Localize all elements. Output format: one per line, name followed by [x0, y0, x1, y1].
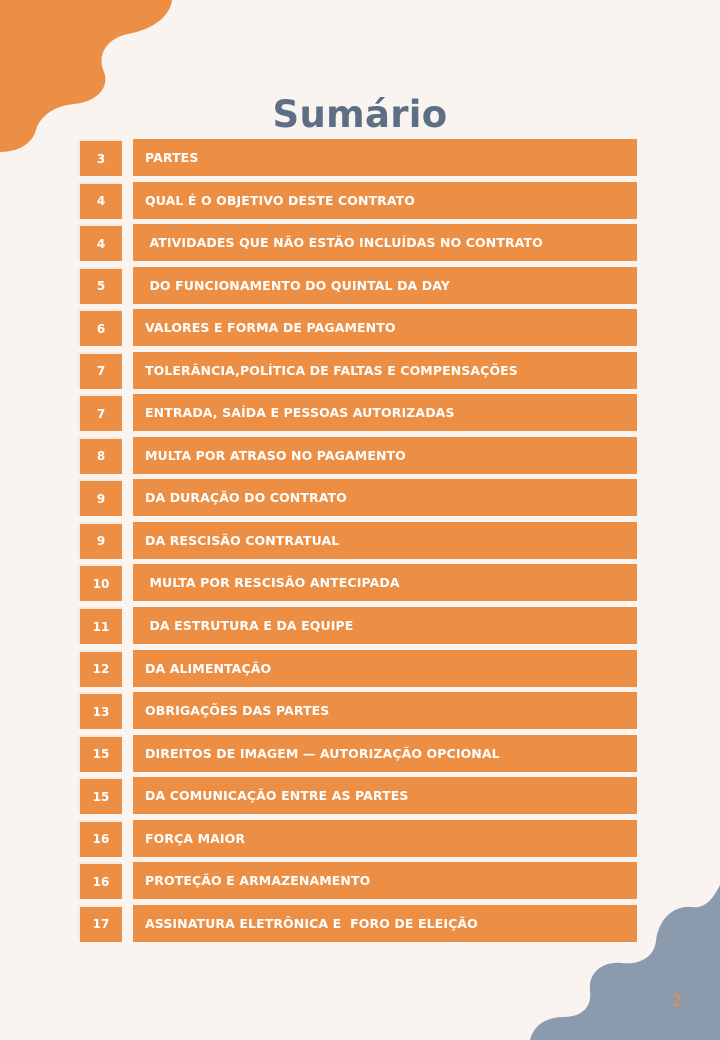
toc-entry-label: DA ALIMENTAÇÃO [133, 650, 637, 687]
toc-row[interactable] [78, 437, 637, 474]
toc-page-number: 4 [78, 224, 122, 261]
toc-row[interactable] [78, 607, 637, 644]
toc-entry-label: QUAL É O OBJETIVO DESTE CONTRATO [133, 182, 637, 219]
toc-entry-label: ATIVIDADES QUE NÃO ESTÃO INCLUÍDAS NO CONTRATO [133, 224, 637, 261]
toc-page-number: 13 [78, 692, 122, 729]
toc-page-number: 15 [78, 777, 122, 814]
page-title: Sumário [272, 92, 448, 136]
toc-row[interactable] [78, 777, 637, 814]
toc-row[interactable] [78, 820, 637, 857]
toc-row[interactable] [78, 182, 637, 219]
toc-row[interactable] [78, 650, 637, 687]
toc-entry-label: PARTES [133, 139, 637, 176]
toc-row[interactable] [78, 267, 637, 304]
toc-entry-label: OBRIGAÇÕES DAS PARTES [133, 692, 637, 729]
toc-entry-label: DA ESTRUTURA E DA EQUIPE [133, 607, 637, 644]
page-number: 2 [671, 991, 682, 1010]
toc-entry-label: DA RESCISÃO CONTRATUAL [133, 522, 637, 559]
toc-entry-label: DO FUNCIONAMENTO DO QUINTAL DA DAY [133, 267, 637, 304]
toc-page-number: 3 [78, 139, 122, 176]
toc-entry-label: DIREITOS DE IMAGEM — AUTORIZAÇÃO OPCIONAL [133, 735, 637, 772]
toc-entry-label: MULTA POR RESCISÃO ANTECIPADA [133, 564, 637, 601]
toc-row[interactable] [78, 735, 637, 772]
toc-row[interactable] [78, 862, 637, 899]
toc-page-number: 6 [78, 309, 122, 346]
toc-page-number: 7 [78, 394, 122, 431]
toc-entry-label: DA DURAÇÃO DO CONTRATO [133, 479, 637, 516]
toc-page-number: 8 [78, 437, 122, 474]
toc-page-number: 10 [78, 564, 122, 601]
toc-row[interactable] [78, 352, 637, 389]
toc-row[interactable] [78, 522, 637, 559]
toc-row[interactable] [78, 309, 637, 346]
toc-row[interactable] [78, 224, 637, 261]
toc-page-number: 16 [78, 820, 122, 857]
toc-entry-label: ENTRADA, SAÍDA E PESSOAS AUTORIZADAS [133, 394, 637, 431]
toc-page-number: 11 [78, 607, 122, 644]
toc-entry-label: VALORES E FORMA DE PAGAMENTO [133, 309, 637, 346]
toc-entry-label: MULTA POR ATRASO NO PAGAMENTO [133, 437, 637, 474]
toc-entry-label: FORÇA MAIOR [133, 820, 637, 857]
toc-page-number: 4 [78, 182, 122, 219]
toc-page-number: 15 [78, 735, 122, 772]
toc-entry-label: DA COMUNICAÇÃO ENTRE AS PARTES [133, 777, 637, 814]
toc-row[interactable] [78, 139, 637, 176]
toc-row[interactable] [78, 905, 637, 942]
toc-page-number: 9 [78, 479, 122, 516]
toc-page-number: 7 [78, 352, 122, 389]
toc-page-number: 5 [78, 267, 122, 304]
toc-page-number: 12 [78, 650, 122, 687]
toc-row[interactable] [78, 394, 637, 431]
toc-entry-label: ASSINATURA ELETRÔNICA E FORO DE ELEIÇÃO [133, 905, 637, 942]
toc-entry-label: PROTEÇÃO E ARMAZENAMENTO [133, 862, 637, 899]
table-of-contents [78, 139, 637, 947]
toc-page-number: 16 [78, 862, 122, 899]
toc-page-number: 9 [78, 522, 122, 559]
toc-row[interactable] [78, 564, 637, 601]
toc-entry-label: TOLERÂNCIA,POLÍTICA DE FALTAS E COMPENSAÇÕES [133, 352, 637, 389]
toc-row[interactable] [78, 692, 637, 729]
toc-page-number: 17 [78, 905, 122, 942]
toc-row[interactable] [78, 479, 637, 516]
